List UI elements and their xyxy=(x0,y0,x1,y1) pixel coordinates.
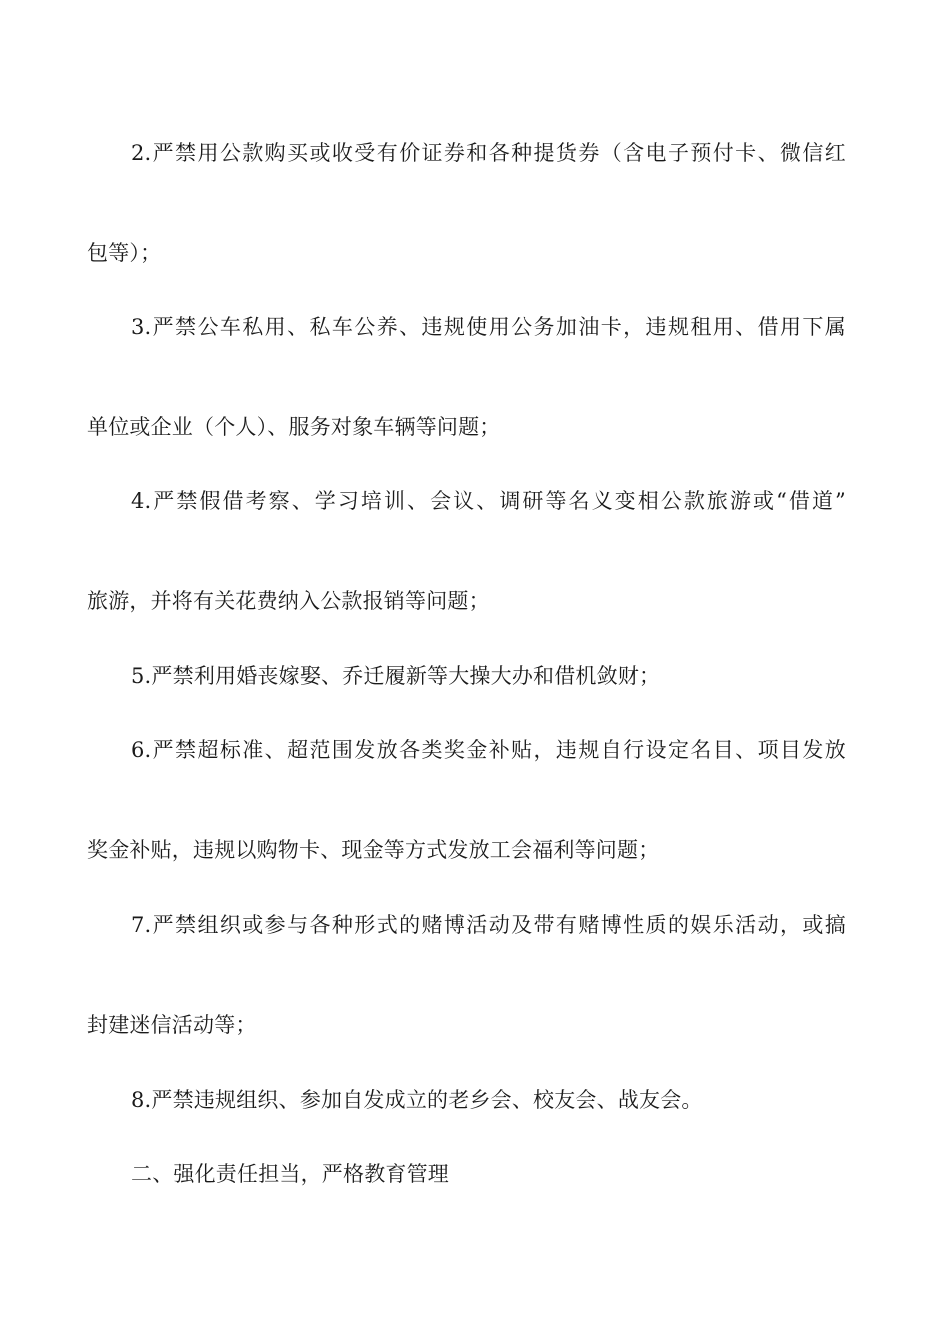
section-heading: 二、强化责任担当，严格教育管理 xyxy=(131,1162,449,1186)
paragraph-line: 2.严禁用公款购买或收受有价证券和各种提货券（含电子预付卡、微信红 xyxy=(131,141,846,165)
paragraph-line: 3.严禁公车私用、私车公养、违规使用公务加油卡，违规租用、借用下属 xyxy=(131,315,846,339)
paragraph-line: 封建迷信活动等； xyxy=(87,1013,257,1037)
paragraph-line: 7.严禁组织或参与各种形式的赌博活动及带有赌博性质的娱乐活动，或搞 xyxy=(131,913,846,937)
paragraph-line: 6.严禁超标准、超范围发放各类奖金补贴，违规自行设定名目、项目发放 xyxy=(131,738,846,762)
paragraph-line: 4.严禁假借考察、学习培训、会议、调研等名义变相公款旅游或“借道” xyxy=(131,489,846,513)
paragraph-line: 旅游，并将有关花费纳入公款报销等问题； xyxy=(87,589,490,613)
paragraph-line: 单位或企业（个人）、服务对象车辆等问题； xyxy=(87,415,501,439)
paragraph-line: 包等）； xyxy=(87,241,162,265)
paragraph-line: 奖金补贴，违规以购物卡、现金等方式发放工会福利等问题； xyxy=(87,838,660,862)
paragraph-line: 8.严禁违规组织、参加自发成立的老乡会、校友会、战友会。 xyxy=(131,1088,703,1112)
paragraph-line: 5.严禁利用婚丧嫁娶、乔迁履新等大操大办和借机敛财； xyxy=(131,664,661,688)
